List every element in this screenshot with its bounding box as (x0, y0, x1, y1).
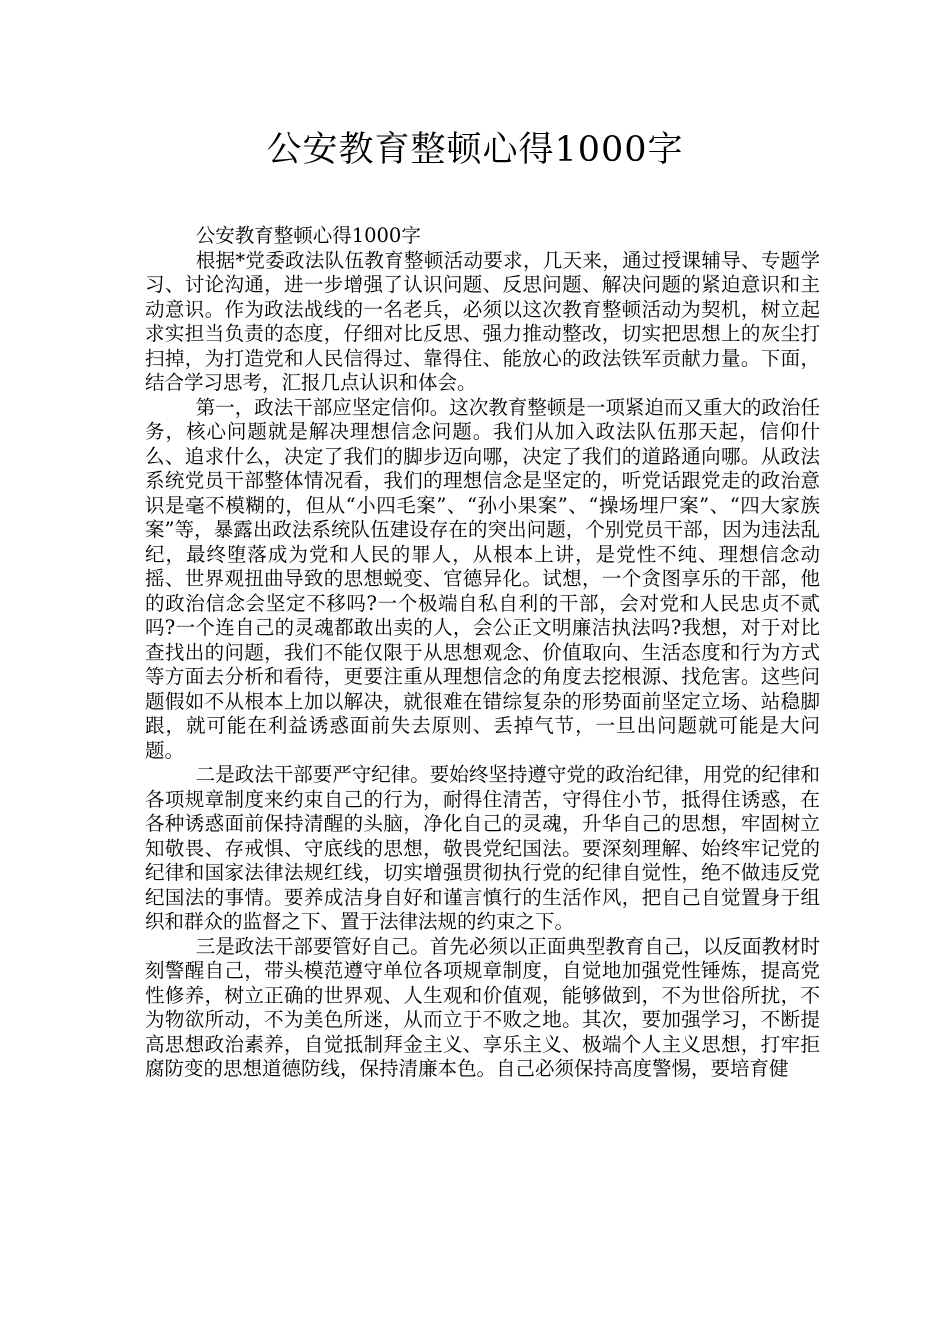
paragraph-subtitle: 公安教育整顿心得1000字 (195, 224, 421, 247)
document-title: 公安教育整顿心得1000字 (266, 130, 684, 170)
paragraph-third-point: 三是政法干部要管好自己。首先必须以正面典型教育自己，以反面教材时刻警醒自己，带头模范遵守单位各项规章制度，自觉地加强党性锤炼，提高党性修养，树立正确的世界观、人生观和价值观，能够做到，不为世俗所扰，不为物欲所动，不为美色所迷，从而立于不败之地。其次，要加强学习，不断提高思想政治素养，自觉抵制拜金主义、享乐主义、极端个人主义思想，打牢拒腐防变的思想道德防线，保持清廉本色。自己必须保持高度警惕，要培育健 (145, 934, 820, 1080)
paragraph-second-point: 二是政法干部要严守纪律。要始终坚持遵守党的政治纪律，用党的纪律和各项规章制度来约束自己的行为，耐得住清苦，守得住小节，抵得住诱惑，在各种诱惑面前保持清醒的头脑，净化自己的灵魂，升华自己的思想，牢固树立知敬畏、存戒惧、守底线的思想，敬畏党纪国法。要深刻理解、始终牢记党的纪律和国家法律法规红线，切实增强贯彻执行党的纪律自觉性，绝不做违反党纪国法的事情。要养成洁身自好和谨言慎行的生活作风，把自己自觉置身于组织和群众的监督之下、置于法律法规的约束之下。 (145, 763, 820, 933)
paragraph-first-point: 第一，政法干部应坚定信仰。这次教育整顿是一项紧迫而又重大的政治任务，核心问题就是解决理想信念问题。我们从加入政法队伍那天起，信仰什么、追求什么，决定了我们的脚步迈向哪，决定了我们的道路通向哪。从政法系统党员干部整体情况看，我们的理想信念是坚定的，听党话跟党走的政治意识是毫不模糊的，但从“小四毛案”、“孙小果案”、“操场埋尸案”、“四大家族案”等，暴露出政法系统队伍建设存在的突出问题，个别党员干部，因为违法乱纪，最终堕落成为党和人民的罪人，从根本上讲，是党性不纯、理想信念动摇、世界观扭曲导致的思想蜕变、官德异化。试想，一个贪图享乐的干部，他的政治信念会坚定不移吗?一个极端自私自利的干部，会对党和人民忠贞不贰吗?一个连自己的灵魂都敢出卖的人，会公正文明廉洁执法吗?我想，对于对比查找出的问题，我们不能仅限于从思想观念、价值取向、生活态度和行为方式等方面去分析和看待，更要注重从理想信念的角度去挖根源、找危害。这些问题假如不从根本上加以解决，就很难在错综复杂的形势面前坚定立场、站稳脚跟，就可能在利益诱惑面前失去原则、丢掉气节，一旦出问题就可能是大问题。 (145, 395, 820, 762)
document-body (145, 224, 820, 1082)
paragraph-intro: 根据*党委政法队伍教育整顿活动要求，几天来，通过授课辅导、专题学习、讨论沟通，进一步增强了认识问题、反思问题、解决问题的紧迫意识和主动意识。作为政法战线的一名老兵，必须以这次教育整顿活动为契机，树立起求实担当负责的态度，仔细对比反思、强力推动整改，切实把思想上的灰尘打扫掉，为打造党和人民信得过、靠得住、能放心的政法铁军贡献力量。下面，结合学习思考，汇报几点认识和体会。 (145, 248, 820, 394)
